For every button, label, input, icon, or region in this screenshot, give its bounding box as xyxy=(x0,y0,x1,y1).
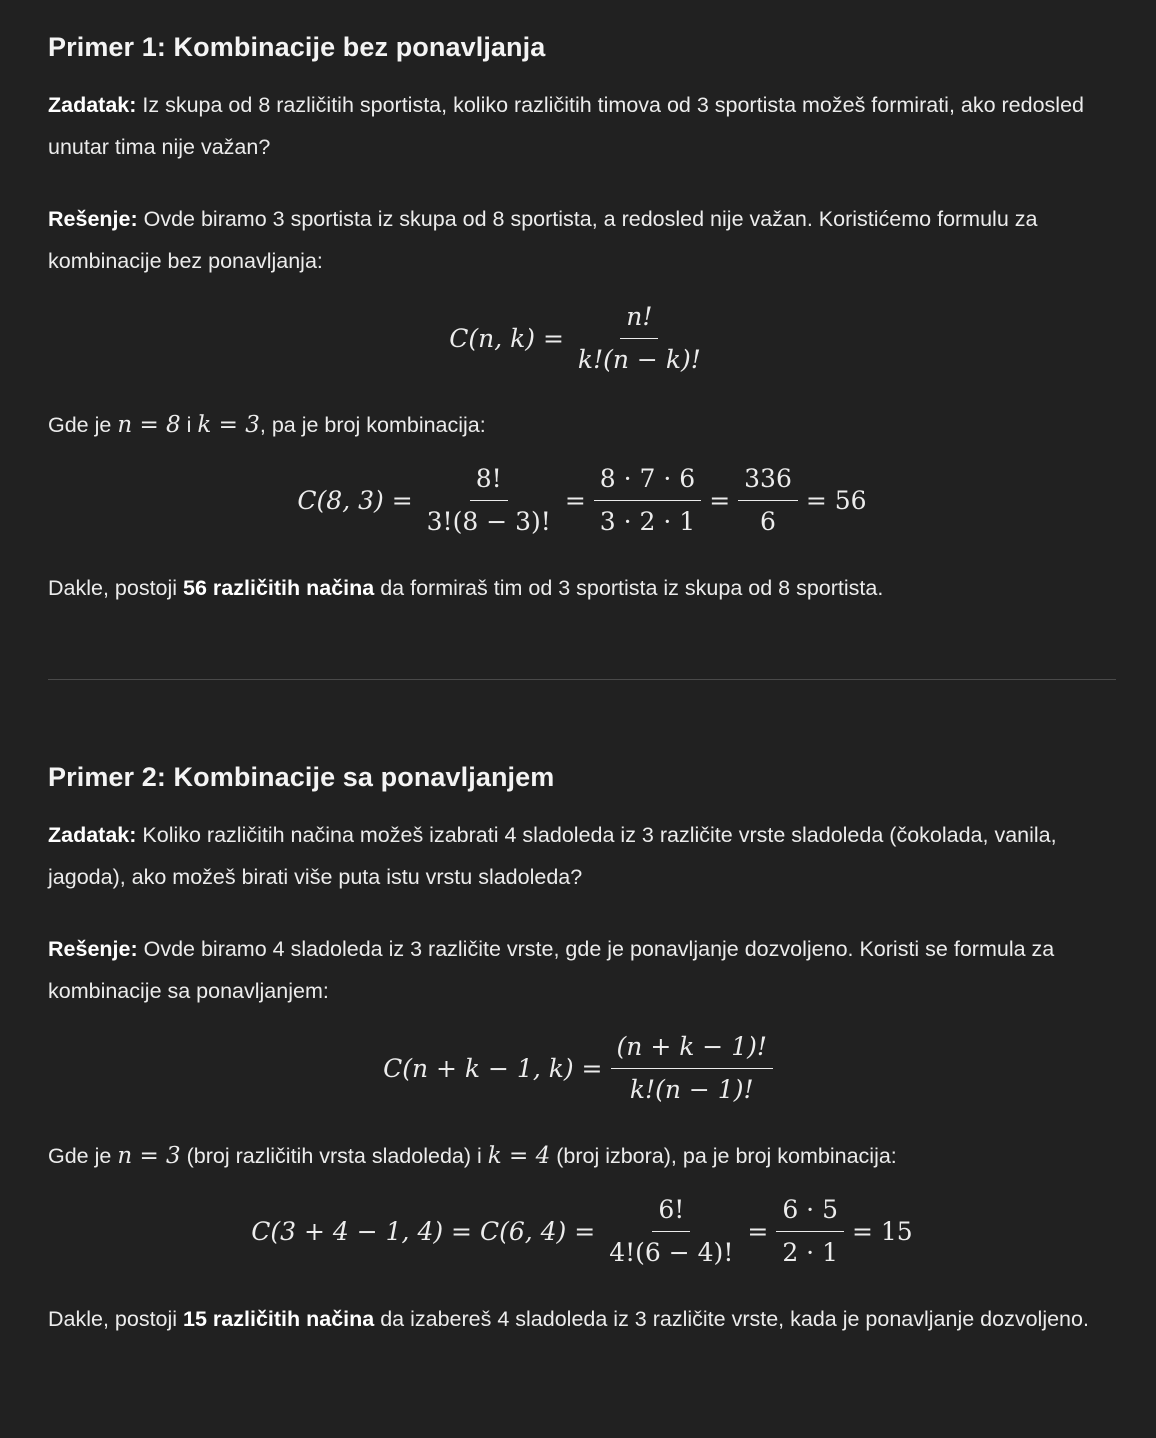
task-text: Koliko različitih načina možeš izabrati 4 sladoleda iz 3 različite vrste sladoleda (čokolada, vanila, jagoda), ako možeš birati više puta istu vrstu sladoleda? xyxy=(48,823,1057,889)
calc-fraction-3 xyxy=(738,464,798,537)
formula-lhs: C(n, k) = xyxy=(449,324,564,353)
calc-fraction-1-den: 4!(6 − 4)! xyxy=(609,1238,734,1267)
section-divider xyxy=(48,679,1116,680)
example1-title: Primer 1: Kombinacije bez ponavljanja xyxy=(48,32,546,62)
task-text: Iz skupa od 8 različitih sportista, koliko različitih timova od 3 sportista možeš formirati, ako redosled unutar tima nije važan? xyxy=(48,93,1084,159)
solution-label: Rešenje: xyxy=(48,207,138,231)
solution-text: Ovde biramo 3 sportista iz skupa od 8 sportista, a redosled nije važan. Koristićemo formulu za kombinacije bez ponavljanja: xyxy=(48,207,1038,273)
conclusion-suffix: da formiraš tim od 3 sportista iz skupa od 8 sportista. xyxy=(374,576,884,600)
calc-fraction-1 xyxy=(421,464,557,537)
example2-task xyxy=(48,814,1116,898)
calc-fraction-1-num: 8! xyxy=(470,464,508,501)
example1-task xyxy=(48,84,1116,168)
example2-conclusion xyxy=(48,1298,1116,1340)
calc-result: = 56 xyxy=(805,486,867,515)
example1-solution xyxy=(48,198,1116,282)
conclusion-bold: 15 različitih načina xyxy=(183,1307,375,1331)
calc-fraction-2-num: 6 · 5 xyxy=(776,1195,844,1232)
values-suffix: , pa je broj kombinacija: xyxy=(259,413,486,437)
calc-fraction-1-den: 3!(8 − 3)! xyxy=(426,507,551,536)
formula-numerator: (n + k − 1)! xyxy=(611,1032,773,1069)
calc-fraction-1-num: 6! xyxy=(652,1195,690,1232)
calc-fraction-1 xyxy=(603,1195,739,1268)
formula-denominator: k!(n − 1)! xyxy=(629,1075,754,1104)
formula-numerator: n! xyxy=(620,302,658,339)
conclusion-prefix: Dakle, postoji xyxy=(48,576,184,600)
example1-conclusion xyxy=(48,567,1116,609)
example2-solution xyxy=(48,928,1116,1012)
values-suffix: (broj izbora), pa je broj kombinacija: xyxy=(550,1144,897,1168)
example2-formula xyxy=(48,1032,1116,1105)
conclusion-bold: 56 različitih načina xyxy=(183,576,375,600)
calc-result: = 15 xyxy=(851,1217,913,1246)
values-mid: (broj različitih vrsta sladoleda) i xyxy=(180,1144,488,1168)
values-prefix: Gde je xyxy=(48,413,118,437)
task-label: Zadatak: xyxy=(48,93,137,117)
task-label: Zadatak: xyxy=(48,823,137,847)
example1-values xyxy=(48,404,1116,446)
example1-formula xyxy=(48,302,1116,375)
conclusion-suffix: da izabereš 4 sladoleda iz 3 različite vrste, kada je ponavljanje dozvoljeno. xyxy=(374,1307,1089,1331)
calc-fraction-2 xyxy=(594,464,701,537)
example2-values xyxy=(48,1135,1116,1177)
example2-title: Primer 2: Kombinacije sa ponavljanjem xyxy=(48,762,555,792)
conclusion-prefix: Dakle, postoji xyxy=(48,1307,184,1331)
value-n: n = 3 xyxy=(117,1143,181,1169)
values-prefix: Gde je xyxy=(48,1144,118,1168)
calc-lhs: C(8, 3) = xyxy=(297,486,413,515)
calc-fraction-2-den: 3 · 2 · 1 xyxy=(599,507,696,536)
solution-text: Ovde biramo 4 sladoleda iz 3 različite vrste, gde je ponavljanje dozvoljeno. Koristi se formula za kombinacije sa ponavljanjem: xyxy=(48,937,1055,1003)
value-n: n = 8 xyxy=(117,412,181,438)
calc-lhs: C(3 + 4 − 1, 4) = C(6, 4) = xyxy=(251,1217,596,1246)
formula-fraction xyxy=(572,302,707,375)
formula-lhs: C(n + k − 1, k) = xyxy=(383,1054,603,1083)
values-mid: i xyxy=(180,413,198,437)
equals-sign: = xyxy=(709,486,731,515)
calc-fraction-2-den: 2 · 1 xyxy=(782,1238,838,1267)
value-k: k = 3 xyxy=(197,412,260,438)
calc-fraction-2-num: 8 · 7 · 6 xyxy=(594,464,701,501)
equals-sign: = xyxy=(564,486,586,515)
equals-sign: = xyxy=(747,1217,769,1246)
example2-calculation xyxy=(48,1195,1116,1268)
solution-label: Rešenje: xyxy=(48,937,138,961)
formula-denominator: k!(n − k)! xyxy=(577,345,701,374)
calc-fraction-3-num: 336 xyxy=(738,464,798,501)
value-k: k = 4 xyxy=(487,1143,551,1169)
formula-fraction xyxy=(611,1032,773,1105)
example1-calculation xyxy=(48,464,1116,537)
calc-fraction-3-den: 6 xyxy=(760,507,776,536)
calc-fraction-2 xyxy=(776,1195,844,1268)
